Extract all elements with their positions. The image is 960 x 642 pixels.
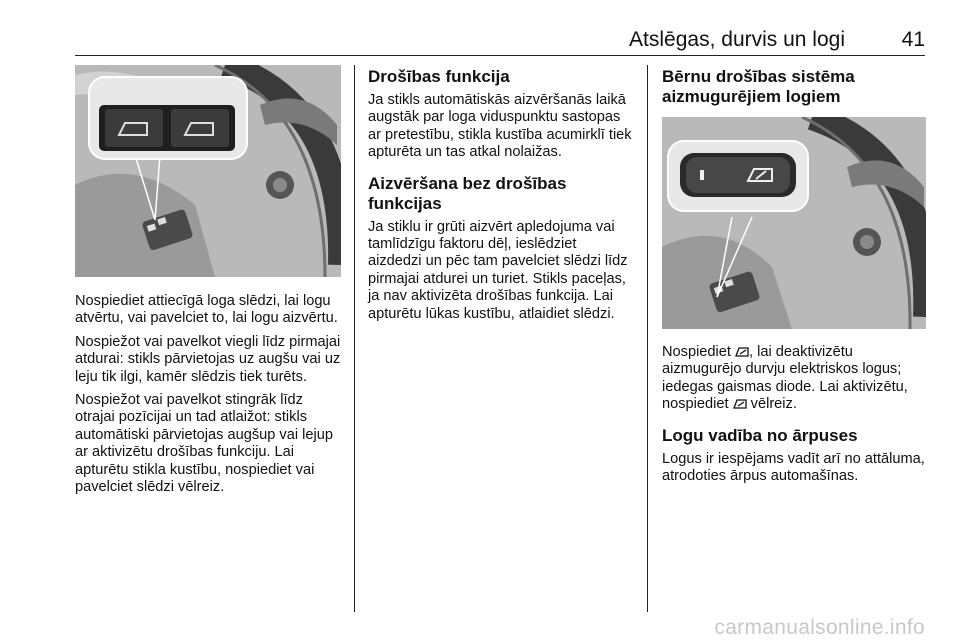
col3-paragraph-1: [662, 344, 927, 414]
heading-child-safety: Bērnu drošības sistēma aizmugurējiem logiem: [662, 67, 855, 106]
col3-paragraph-2: Logus ir iespējams vadīt arī no attāluma, atrodoties ārpus automašīnas.: [662, 450, 925, 485]
heading-closing-without-safety: Aizvēršana bez drošības funkcijas: [368, 173, 567, 213]
heading-remote-window-control: Logu vadība no ārpuses: [662, 425, 858, 445]
column-divider-1: [354, 65, 355, 612]
figure-window-switches: [75, 65, 341, 277]
col1-paragraph-1: Nospiediet attiecīgā loga slēdzi, lai logu atvērtu, vai pavelciet to, lai logu aizvērtu.: [75, 293, 338, 327]
col1-paragraph-3: Nospiežot vai pavelkot stingrāk līdz otrajai pozīcijai un tad atlaižot: stikls automātiski pārvietojas augšup vai lejup ar aktivizētu drošības funkciju. Lai apturētu stikla kustību, nospiediet vai pavelciet slēdzi vēlreiz.: [75, 392, 333, 496]
child-lock-window-icon: [733, 398, 747, 409]
watermark: carmanualsonline.info: [714, 616, 925, 639]
column-2: [368, 65, 632, 329]
col3-paragraph-1-part-1: Nospiediet: [662, 344, 731, 360]
column-3: [662, 65, 927, 491]
column-divider-2: [647, 65, 648, 612]
header-rule: [75, 55, 925, 56]
child-lock-window-icon: [735, 346, 749, 357]
page-header: [75, 22, 925, 56]
col1-paragraph-2: Nospiežot vai pavelkot viegli līdz pirmajai atdurai: stikls pārvietojas uz augšu vai uz leju tik ilgi, kamēr slēdzis tiek turēts.: [75, 333, 341, 385]
figure-child-lock-switch: [662, 117, 926, 329]
page-number: 41: [901, 28, 925, 51]
col3-paragraph-1-part-3: vēlreiz.: [750, 396, 797, 413]
col2-paragraph-1: Ja stikls automātiskās aizvēršanās laikā augstāk par loga viduspunktu sastopas ar pretestību, stikla kustība acumirklī tiek apturēta un tas atkal nolaižas.: [368, 92, 632, 161]
col3-paragraph-1-part-2: , lai deaktivizētu aizmugurējo durvju elektriskos logus; iedegas gaismas diode. Lai aktivizētu, nospiediet: [662, 344, 908, 413]
header-title: Atslēgas, durvis un logi: [629, 28, 845, 51]
heading-safety-function: Drošības funkcija: [368, 67, 510, 86]
column-1: [75, 65, 341, 502]
col2-paragraph-2: Ja stiklu ir grūti aizvērt apledojuma vai tamlīdzīgu faktoru dēļ, ieslēdziet aizdedzi un pēc tam pavelciet slēdzi līdz pirmajai atdurei un turiet. Stikls paceļas, ja nav aktivizēta drošības funkcija. Lai apturētu lūkas kustību, atlaidiet slēdzi.: [368, 218, 628, 322]
